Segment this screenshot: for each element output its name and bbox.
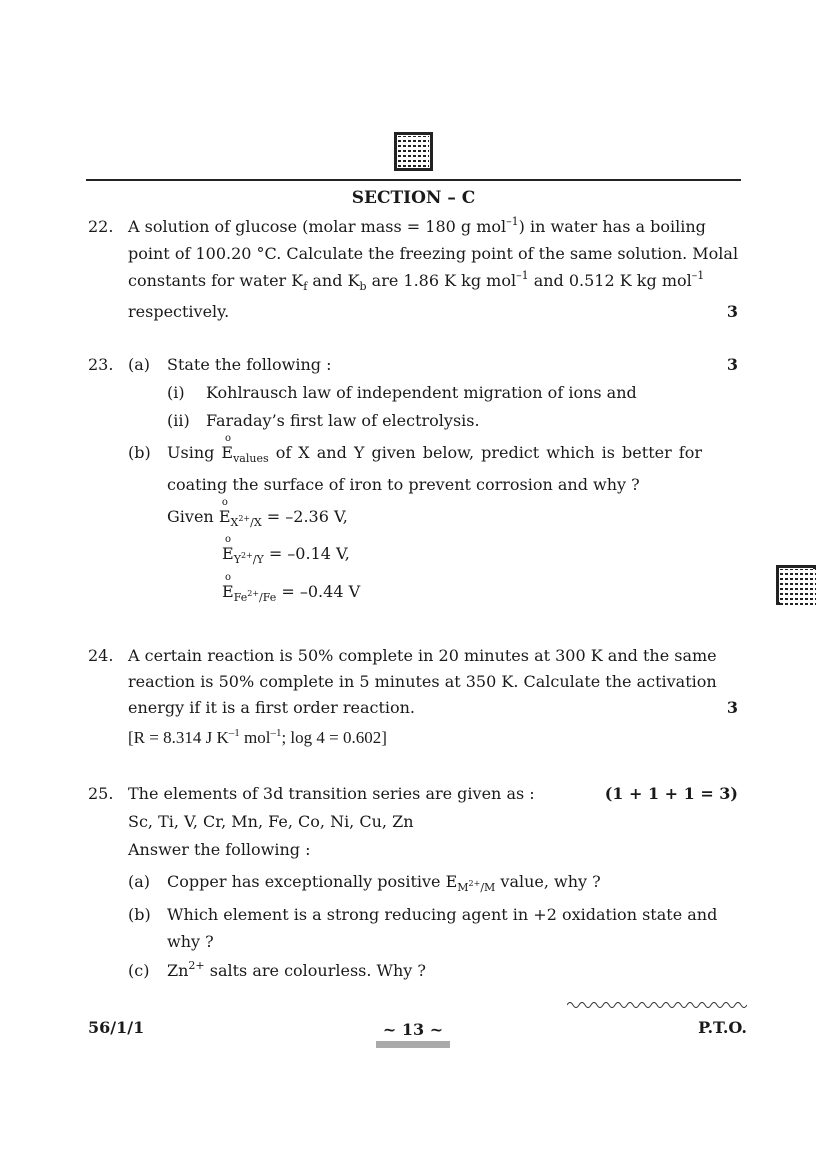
q23-a-label: (a) <box>128 355 151 374</box>
q23-marks: 3 <box>726 355 738 374</box>
q24-line-4: [R = 8.314 J $K^{-1}$ mol$^{-1}$; log 4 = 0.602] <box>128 727 387 747</box>
question-number: 24. <box>88 646 114 665</box>
q25-line-3: Answer the following : <box>128 840 311 859</box>
q23-given-1: Given E o $_{X^{2+}/X}$ = –2.36 V, <box>167 497 348 529</box>
q25-c-label: (c) <box>128 961 150 980</box>
page-number: ~ 13 ~ <box>382 1020 444 1039</box>
q23-a-text: State the following : <box>167 355 332 374</box>
header-rule <box>86 179 741 181</box>
q25-b-label: (b) <box>128 905 151 924</box>
section-title: SECTION – C <box>351 188 476 208</box>
q22-marks: 3 <box>726 302 738 321</box>
question-number: 22. <box>88 217 114 236</box>
q25-b-line-2: why ? <box>167 932 214 951</box>
top-qr-pattern <box>398 136 429 167</box>
q24-line-2: reaction is 50% complete in 5 minutes at 350 K. Calculate the activation <box>128 672 717 691</box>
q25-b-line-1: Which element is a strong reducing agent in +2 oxidation state and <box>167 905 718 924</box>
q24-marks: 3 <box>726 698 738 717</box>
q25-line-2: Sc, Ti, V, Cr, Mn, Fe, Co, Ni, Cu, Zn <box>128 812 414 831</box>
q22-line-2: point of 100.20 °C. Calculate the freezing point of the same solution. Molal <box>128 244 739 263</box>
q25-marks: (1 + 1 + 1 = 3) <box>604 784 738 803</box>
q23-i-text: Kohlrausch law of independent migration of ions and <box>206 383 637 402</box>
q25-a-label: (a) <box>128 872 151 891</box>
q23-b-line-2: coating the surface of iron to prevent corrosion and why ? <box>167 475 640 494</box>
pto-label: P.T.O. <box>698 1018 747 1037</box>
q23-ii-label: (ii) <box>167 411 190 430</box>
q23-given-2: E o $_{Y^{2+}/Y}$ = –0.14 V, <box>222 534 350 566</box>
q22-line-3: constants for water $K_f$ and $K_b$ are 1.86 K kg mol$^{-1}$ and 0.512 K kg mol$^{-1}$ <box>128 269 705 293</box>
q22-line-4: respectively. <box>128 302 230 321</box>
q24-line-1: A certain reaction is 50% complete in 20 minutes at 300 K and the same <box>128 646 717 665</box>
q23-b-line-1: Using E o $_{values}$ of X and Y given below, predict which is better for <box>167 433 703 465</box>
q22-line-1: A solution of glucose (molar mass = 180 g mol$^{-1}$) in water has a boiling <box>128 215 706 236</box>
q23-ii-text: Faraday’s first law of electrolysis. <box>206 411 480 430</box>
q23-given-3: E o $_{Fe^{2+}/Fe}$ = –0.44 V <box>222 572 361 604</box>
paper-code: 56/1/1 <box>88 1018 145 1037</box>
q25-line-1: The elements of 3d transition series are given as : <box>128 784 535 803</box>
side-qr-pattern <box>780 569 816 605</box>
wavy-line-decoration <box>567 1000 747 1010</box>
q23-b-label: (b) <box>128 443 151 462</box>
question-number: 25. <box>88 784 114 803</box>
question-number: 23. <box>88 355 114 374</box>
q24-line-3: energy if it is a first order reaction. <box>128 698 416 717</box>
page-number-underline <box>376 1041 450 1048</box>
q25-a-text: Copper has exceptionally positive $E_{M^{2+}/M}$ value, why ? <box>167 872 601 894</box>
q25-c-text: $Zn^{2+}$ salts are colourless. Why ? <box>167 959 426 980</box>
q23-i-label: (i) <box>167 383 185 402</box>
